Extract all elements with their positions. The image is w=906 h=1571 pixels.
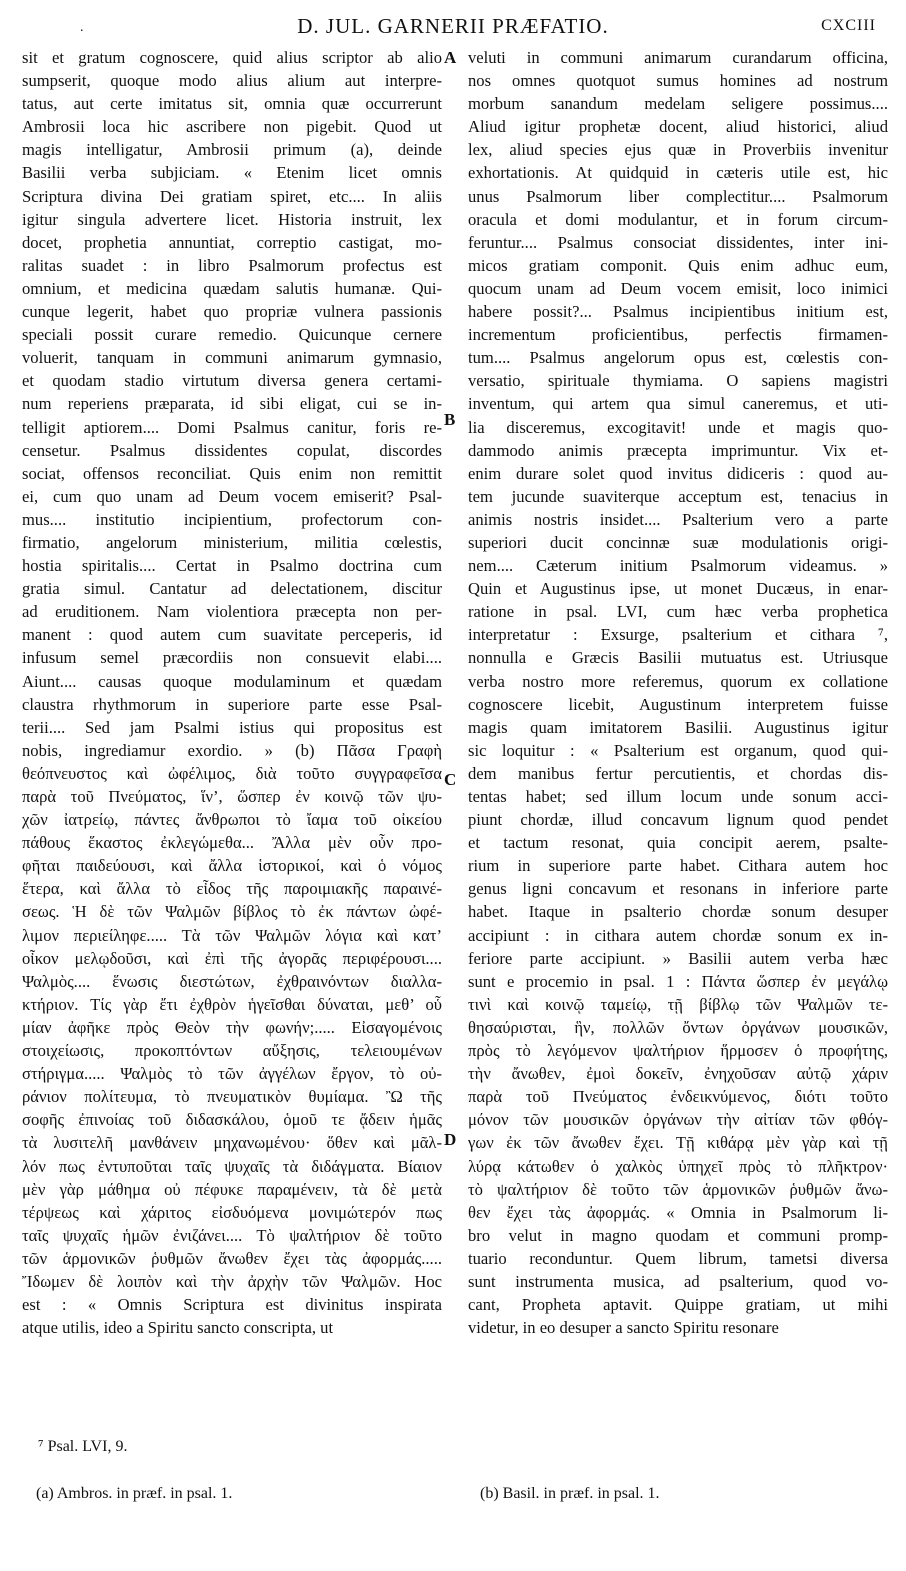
- text-line: γων ἐκ τῶν ἄνωθεν ἔχει. Τῇ κιθάρᾳ μὲν γὰρ καὶ τῇ: [468, 1133, 888, 1153]
- text-line: λόν πως ἐντυποῦται ταῖς ψυχαῖς τὰ διδάγματα. Βίαιον: [22, 1156, 442, 1176]
- margin-marker-b: B: [444, 410, 456, 429]
- text-line: οἶκον μελῳδοῦσι, καὶ ἐπὶ τῆς ἀγορᾶς περιφέρουσι....: [22, 948, 442, 968]
- text-line: docet, prophetia annuntiat, correptio castigat, mo-: [22, 232, 442, 252]
- text-line: est : « Omnis Scriptura est divinitus inspirata: [22, 1295, 442, 1315]
- text-line: igitur singula advertere licet. Historia instruit, lex: [22, 209, 442, 229]
- text-line: inventum, qui artem qua simul caneremus, et uti-: [468, 394, 888, 414]
- text-line: tatus, aut certe imitatus sit, omnia quæ occurrerunt: [22, 94, 442, 114]
- text-line: atque utilis, ideo a Spiritu sancto conscripta, ut: [22, 1318, 334, 1338]
- text-line: ei, cum quo unam ad Deum vocem emiserit? Psal-: [22, 486, 442, 506]
- text-line: χῶν ἰατρείῳ, πάντες ἄνθρωποι τὸ ἴαμα τοῦ οἰκείου: [22, 810, 442, 830]
- text-line: τὴν ἄνωθεν, ἐμοὶ δοκεῖν, ἐνηχοῦσαν αὐτῷ χάριν: [468, 1064, 888, 1084]
- right-text-column: [468, 46, 888, 1339]
- text-line: tum.... Psalmus angelorum opus est, cœlestis con-: [468, 348, 888, 368]
- text-line: ταῖς ψυχαῖς ἡμῶν ἐνιζάνει.... Τὸ ψαλτήριον δὲ τοῦτο: [22, 1225, 442, 1245]
- text-line: Aliud igitur prophetæ docent, aliud historici, aliud: [468, 117, 888, 137]
- text-line: πάθους ἕκαστος ἐκλεγώμεθα... Ἄλλα μὲν οὖν προ-: [22, 833, 442, 853]
- text-line: sunt e procemio in psal. 1 : Πάντα ὥσπερ ἐν μεγάλῳ: [468, 971, 888, 991]
- text-line: voluerit, tanquam in communi animarum gymnasio,: [22, 348, 442, 368]
- text-line: rium in superiore parte habet. Cithara autem hoc: [468, 856, 888, 876]
- text-line: μίαν ἀφῆκε πρὸς Θεὸν τὴν φωνήν;..... Εἰσαγομένοις: [22, 1017, 442, 1037]
- text-line: θεν ἔχει τὰς ἀφορμάς. « Omnia in Psalmorum li-: [468, 1202, 888, 1222]
- margin-marker-c: C: [444, 770, 457, 789]
- text-line: τὸ ψαλτήριον δὲ τοῦτο τῶν ἁρμονικῶν ῥυθμῶν ἄνω-: [468, 1179, 888, 1199]
- text-line: hostia spiritalis.... Certat in Psalmo doctrina cum: [22, 556, 442, 576]
- text-line: omnium, et medicina quædam salutis humanæ. Qui-: [22, 278, 442, 298]
- text-line: firmatio, angelorum ministerium, militia cœlestis,: [22, 532, 442, 552]
- text-line: cognoscere licebit, Augustinum interpretem fuisse: [468, 694, 888, 714]
- margin-marker-d: D: [444, 1130, 457, 1149]
- footnote-left: (a) Ambros. in præf. in psal. 1.: [36, 1485, 233, 1502]
- text-line: exhortationis. At quidquid in cæteris utile est, hic: [468, 163, 888, 183]
- text-line: φῆται παιδεύουσι, καὶ ἄλλα ἱστορικοί, καὶ ὁ νόμος: [22, 856, 442, 876]
- text-line: claustra rhythmorum in superiore parte esse Psal-: [22, 694, 442, 714]
- text-line: lex, aliud species ejus quæ in Proverbiis invenitur: [468, 140, 888, 160]
- text-line: terii.... Sed jam Psalmi istius qui propositus est: [22, 717, 442, 737]
- text-line: magis intelligatur, Ambrosii primum (a), deinde: [22, 140, 442, 160]
- text-line: veluti in communi animarum curandarum officina,: [468, 48, 888, 67]
- text-line: dammodo animis præcepta imprimuntur. Vix et-: [468, 440, 888, 460]
- text-line: λύρᾳ κάτωθεν ὁ χαλκὸς ὑπηχεῖ πρὸς τὸ πλῆκτρον·: [468, 1156, 888, 1176]
- text-line: μὲν γὰρ μάθημα οὐ πέφυκε παραμένειν, τὰ δὲ μετὰ: [22, 1179, 442, 1199]
- text-line: nobis, ingrediamur exordio. » (b) Πᾶσα Γραφὴ: [22, 740, 442, 760]
- text-line: τινὶ καὶ κοινῷ ταμείῳ, τῇ βίβλῳ τῶν Ψαλμῶν τε-: [468, 994, 888, 1014]
- text-line: παρὰ τοῦ Πνεύματος ἐνδεικνύμενος, διότι τοῦτο: [468, 1087, 888, 1107]
- text-line: oracula et domi modulantur, et in forum circum-: [468, 209, 888, 229]
- text-line: feriore parte accipiunt. » Basilii autem verba hæc: [468, 948, 888, 968]
- text-line: Basilii verba subjiciam. « Etenim licet omnis: [22, 163, 442, 183]
- text-line: ad eruditionem. Nam violentiora præcepta non per-: [22, 602, 442, 622]
- margin-marker-a: A: [444, 48, 457, 67]
- text-line: Aiunt.... causas quoque modulaminum et quædam: [22, 671, 442, 691]
- text-line: nem.... Cæterum initium Psalmorum videamus. »: [468, 556, 888, 576]
- running-title: D. JUL. GARNERII PRÆFATIO.: [297, 14, 609, 38]
- text-line: πρὸς τὸ λεγόμενον ψαλτήριον ἥρμοσεν ὁ προφήτης,: [468, 1041, 888, 1061]
- text-line: bro velut in magno quodam et communi promp-: [468, 1225, 888, 1245]
- footnote-right: (b) Basil. in præf. in psal. 1.: [480, 1485, 660, 1502]
- text-line: videtur, in eo desuper a sancto Spiritu resonare: [468, 1318, 779, 1338]
- text-line: nos omnes quotquot sumus homines ad nostrum: [468, 71, 888, 91]
- text-line: Ἴδωμεν δὲ λοιπὸν καὶ τὴν ἀρχὴν τῶν Ψαλμῶν. Hoc: [22, 1271, 442, 1291]
- text-line: magis quam imitatorem Basilii. Augustinus igitur: [468, 717, 888, 737]
- text-line: telligit aptiorem.... Domi Psalmus canitur, foris re-: [22, 417, 442, 437]
- text-line: incrementum proficientibus, perfectis firmamen-: [468, 325, 888, 345]
- text-line: num reperiens præparata, id sibi eligat, cui se in-: [22, 394, 442, 414]
- footnote-numbered: ⁷ Psal. LVI, 9.: [38, 1438, 128, 1455]
- text-line: micos gratiam componit. Quis enim adhuc eum,: [468, 255, 888, 275]
- text-line: στήριγμα..... Ψαλμὸς τὸ τῶν ἀγγέλων ἔργον, τὸ οὐ-: [22, 1064, 442, 1084]
- text-line: habere possit?... Psalmus incipientibus initium est,: [468, 302, 888, 322]
- text-line: tem jucunde suaviterque acceptum est, tenacius in: [468, 486, 888, 506]
- text-line: manent : quod autem cum suavitate perceperis, id: [22, 625, 442, 645]
- text-line: cunque legerit, habet quo propriæ vulnera passionis: [22, 302, 442, 322]
- text-line: ratione in psal. LVI, cum hæc verba prophetica: [468, 602, 888, 622]
- text-line: nonnulla e Græcis Basilii mutuatus est. Utriusque: [468, 648, 888, 668]
- text-line: enim durare solet quod invitus didiceris : quod au-: [468, 463, 888, 483]
- text-line: accipiunt : in cithara autem chordæ sonum ex in-: [468, 925, 888, 945]
- text-line: tuario reconduntur. Quem librum, tametsi diversa: [468, 1248, 888, 1268]
- text-line: dem manibus fertur percutientis, et chordas dis-: [468, 763, 888, 783]
- text-line: speciali possit curare remedio. Quicunque cernere: [22, 325, 442, 345]
- text-line: superiori ducit concinnæ suæ modulationis origi-: [468, 532, 888, 552]
- text-line: στοιχείωσις, προκοπτόντων αὔξησις, τελειουμένων: [22, 1041, 442, 1061]
- text-line: σεως. Ἡ δὲ τῶν Ψαλμῶν βίβλος τὸ ἐκ πάντων ὠφέ-: [22, 902, 442, 922]
- text-line: lia disceremus, excogitavit! unde et magis quo-: [468, 417, 888, 437]
- text-line: ἕτερα, καὶ ἄλλα τὸ εἶδος τῆς παροιμιακῆς παραινέ-: [22, 879, 442, 899]
- text-line: σοφῆς ἐπινοίας τοῦ διδασκάλου, ὁμοῦ τε ᾄδειν ἡμᾶς: [22, 1110, 442, 1130]
- text-line: infusum semel præcordiis non consuevit elabi....: [22, 648, 442, 668]
- text-line: Scriptura divina Dei gratiam spiret, etc.... In aliis: [22, 186, 442, 206]
- text-line: μόνον τῶν μουσικῶν ὀργάνων τὴν αἰτίαν τῶν φθόγ-: [468, 1110, 888, 1130]
- text-line: παρὰ τοῦ Πνεύματος, ἵν’, ὥσπερ ἐν κοινῷ τῶν ψυ-: [22, 787, 442, 806]
- text-line: piunt chordæ, illud concavum lignum quod pendet: [468, 810, 888, 830]
- page-number: CXCIII: [821, 17, 876, 34]
- text-line: τέρψεως καὶ χάριτος εἰσδυόμενα μονιμώτερόν πως: [22, 1202, 442, 1222]
- text-line: ράνιον πολίτευμα, τὸ πνευματικὸν θυμίαμα. Ὢ τῆς: [22, 1087, 442, 1107]
- text-line: quocum unam ad Deum vocem emisit, loco inimici: [468, 278, 888, 298]
- text-line: θησαύρισται, ἣν, πολλῶν ὄντων ὀργάνων μουσικῶν,: [468, 1017, 888, 1037]
- text-line: unus Psalmorum liber complectitur.... Psalmorum: [468, 186, 888, 206]
- text-line: ralitas suadet : in libro Psalmorum profectus est: [22, 255, 442, 275]
- text-line: feruntur.... Psalmus consociat dissidentes, inter ini-: [468, 232, 888, 252]
- text-line: τῶν ἁρμονικῶν ῥυθμῶν ἄνωθεν ἔχει τὰς ἀφορμάς.....: [22, 1248, 442, 1268]
- text-line: mus.... institutio incipientium, profectorum con-: [22, 509, 442, 529]
- text-line: sunt instrumenta musica, ad psalterium, quod vo-: [468, 1271, 888, 1291]
- text-line: κτήριον. Τίς γὰρ ἔτι ἐχθρὸν ἡγεῖσθαι δύναται, μεθ’ οὗ: [22, 994, 442, 1014]
- text-line: sumpserit, quoque modo alius alium aut interpre-: [22, 71, 442, 91]
- text-line: morbum sanandum medelam seligere possimus....: [468, 94, 888, 114]
- text-line: θεόπνευστος καὶ ὠφέλιμος, διὰ τοῦτο συγγραφεῖσα: [22, 763, 442, 783]
- text-line: genus ligni concavum et resonans in inferiore parte: [468, 879, 888, 899]
- text-line: tentas habet; sed illum locum unde sonum acci-: [468, 787, 888, 806]
- text-line: et quodam stadio virtutum diversa genera certami-: [22, 371, 442, 391]
- text-line: censetur. Psalmus dissidentes copulat, discordes: [22, 440, 442, 460]
- text-line: animis nostris insidet.... Psalterium vero a parte: [468, 509, 888, 529]
- text-line: interpretatur : Exsurge, psalterium et cithara ⁷,: [468, 625, 888, 645]
- text-line: habet. Itaque in psalterio chordæ sonum desuper: [468, 902, 888, 922]
- text-line: sociat, offensos reconciliat. Quis enim non remittit: [22, 463, 442, 483]
- text-line: Ambrosii loca hic ascribere non pigebit. Quod ut: [22, 117, 442, 137]
- text-line: versatio, spirituale thymiama. O sapiens magistri: [468, 371, 888, 391]
- text-line: gratia simul. Cantatur ad delectationem, discitur: [22, 579, 442, 599]
- text-line: cant, Propheta aptavit. Quippe gratiam, ut mihi: [468, 1295, 888, 1315]
- text-line: sit et gratum cognoscere, quid alius scriptor ab alio: [22, 48, 442, 67]
- header-left-mark: .: [80, 20, 84, 35]
- text-line: Quin et Augustinus ipse, ut monet Ducæus, in enar-: [468, 579, 888, 599]
- left-text-column: [22, 46, 442, 1339]
- text-line: λιμον περιείληφε..... Τὰ τῶν Ψαλμῶν λόγια καὶ κατ’: [22, 925, 442, 945]
- text-line: τὰ λυσιτελῆ μανθάνειν μηχανωμένου· ὅθεν καὶ μᾶλ-: [22, 1133, 442, 1153]
- page-header: [0, 14, 906, 44]
- text-line: et tactum resonat, quia concipit aerem, psalte-: [468, 833, 888, 853]
- text-line: verba nostro more referemus, quorum ex collatione: [468, 671, 888, 691]
- text-line: sic loquitur : « Psalterium est organum, quod qui-: [468, 740, 888, 760]
- text-line: Ψαλμὸς.... ἕνωσις διεστώτων, ἐχθραινόντων διαλλα-: [22, 971, 442, 991]
